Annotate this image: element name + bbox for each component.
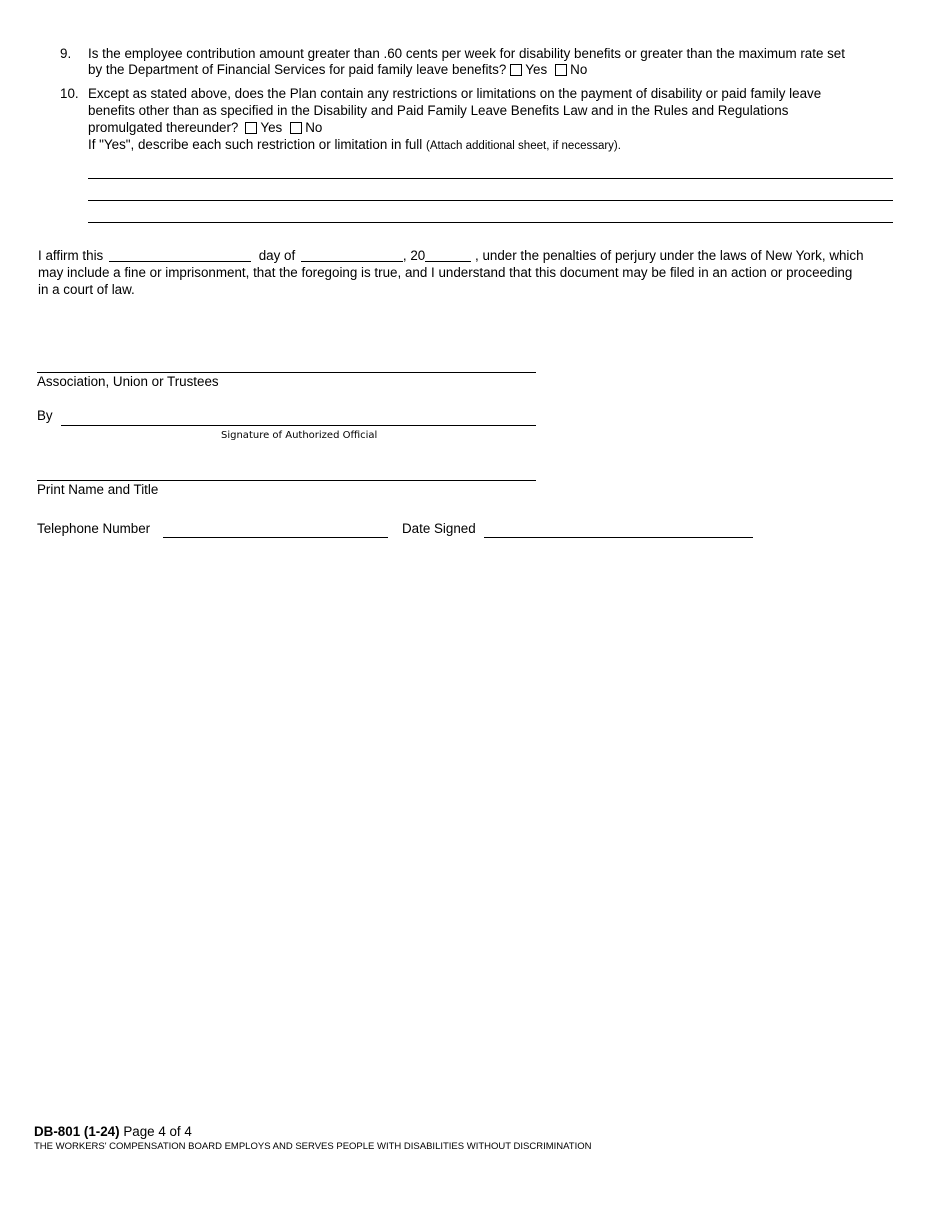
page-number: Page 4 of 4 — [123, 1124, 192, 1139]
question-10-yes-label: Yes — [260, 120, 283, 135]
question-10-no-label: No — [305, 120, 323, 135]
question-10-number: 10. — [60, 86, 79, 101]
print-name-line[interactable] — [37, 480, 536, 481]
question-10-describe-note: (Attach additional sheet, if necessary). — [426, 140, 621, 152]
affirmation-line2: may include a fine or imprisonment, that the foregoing is true, and I understand that this document may be filed in an action or proceeding — [38, 265, 853, 280]
affirm-text: I affirm this — [38, 248, 104, 263]
question-10-describe — [88, 137, 621, 154]
question-9-line2 — [88, 62, 587, 78]
signature-caption: Signature of Authorized Official — [221, 430, 378, 441]
footer-form-info — [34, 1124, 192, 1140]
description-line-3[interactable] — [88, 222, 893, 223]
question-9-number: 9. — [60, 46, 72, 61]
question-9-text-line2: by the Department of Financial Services for paid family leave benefits? — [88, 62, 507, 77]
telephone-field[interactable] — [163, 537, 388, 538]
date-signed-label: Date Signed — [402, 521, 476, 536]
question-9-no-checkbox[interactable] — [555, 64, 567, 76]
question-10-describe-text: If "Yes", describe each such restriction or limitation in full — [88, 137, 423, 152]
association-line[interactable] — [37, 372, 536, 373]
day-of-text: day of — [258, 248, 296, 263]
question-9-no-label: No — [570, 62, 588, 77]
question-9-text-line1: Is the employee contribution amount greater than .60 cents per week for disability benefits or greater than the maximum rate set — [88, 46, 845, 61]
question-10-line3 — [88, 120, 322, 136]
question-10-no-checkbox[interactable] — [290, 122, 302, 134]
affirmation-line1 — [38, 248, 864, 264]
description-line-1[interactable] — [88, 178, 893, 179]
association-label: Association, Union or Trustees — [37, 374, 219, 389]
penalties-text: , under the penalties of perjury under the laws of New York, which — [475, 248, 864, 263]
question-10-text-line3: promulgated thereunder? — [88, 120, 239, 135]
affirm-year-field[interactable] — [425, 248, 471, 262]
affirm-day-field[interactable] — [109, 248, 251, 262]
question-9-yes-label: Yes — [525, 62, 548, 77]
footer-notice: THE WORKERS' COMPENSATION BOARD EMPLOYS AND SERVES PEOPLE WITH DISABILITIES WITHOUT DISCRIMINATION — [34, 1141, 592, 1152]
year-prefix-text: , 20 — [402, 248, 426, 263]
question-10-yes-checkbox[interactable] — [245, 122, 257, 134]
affirmation-line3: in a court of law. — [38, 282, 135, 297]
by-label: By — [37, 408, 53, 423]
question-10-text-line1: Except as stated above, does the Plan contain any restrictions or limitations on the payment of disability or paid family leave — [88, 86, 822, 101]
affirm-month-field[interactable] — [301, 248, 403, 262]
question-9-yes-checkbox[interactable] — [510, 64, 522, 76]
print-name-label: Print Name and Title — [37, 482, 159, 497]
signature-line[interactable] — [61, 425, 536, 426]
description-line-2[interactable] — [88, 200, 893, 201]
date-signed-field[interactable] — [484, 537, 753, 538]
question-10-text-line2: benefits other than as specified in the Disability and Paid Family Leave Benefits Law and in the Rules and Regulations — [88, 103, 789, 118]
form-id: DB-801 (1-24) — [34, 1124, 120, 1139]
telephone-label: Telephone Number — [37, 521, 151, 536]
